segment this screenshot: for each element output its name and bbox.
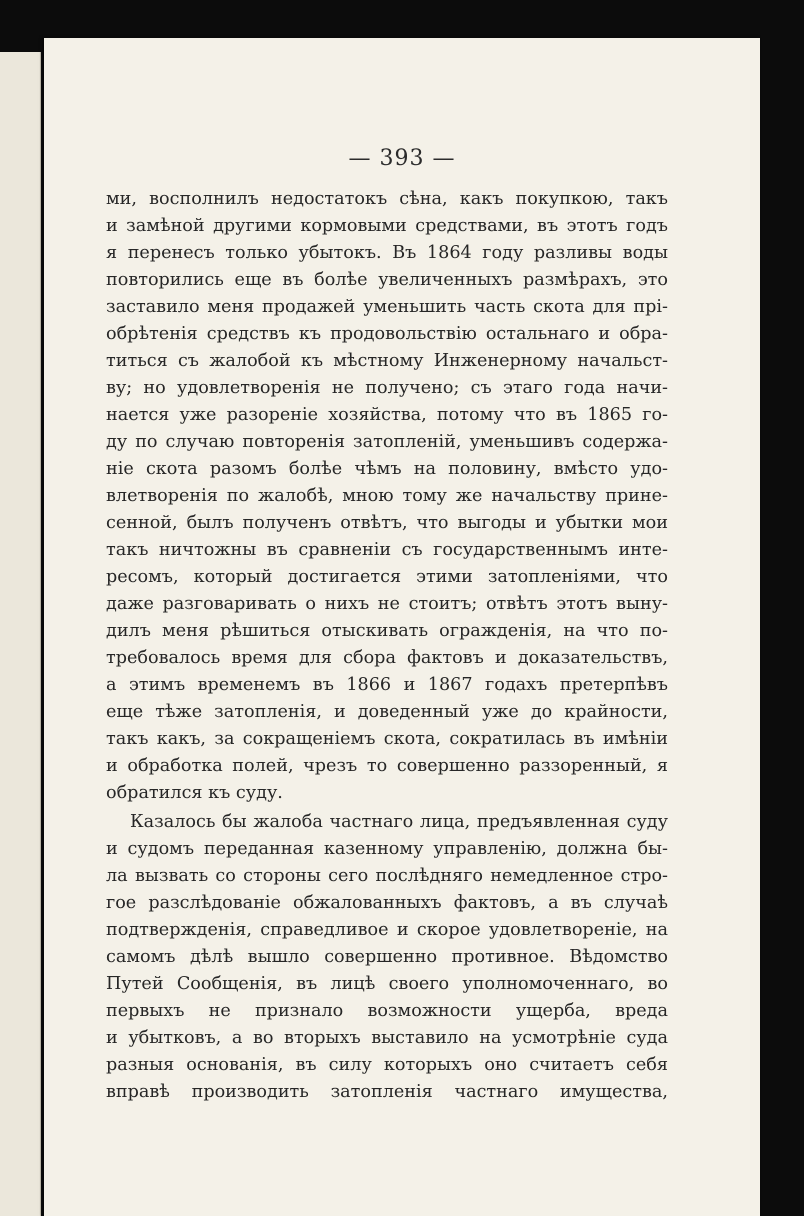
text-line: такъ какъ, за сокращеніемъ скота, сократилась въ имѣніи [106, 729, 668, 749]
body-text [106, 186, 668, 1106]
text-line: нается уже разореніе хозяйства, потому что въ 1865 го- [106, 405, 668, 425]
text-line: Путей Сообщенія, въ лицѣ своего уполномоченнаго, во [106, 974, 668, 994]
text-line: еще тѣже затопленія, и доведенный уже до крайности, [106, 702, 668, 722]
text-line: заставило меня продажей уменьшить часть скота для прі- [106, 297, 668, 317]
text-line: самомъ дѣлѣ вышло совершенно противное. Вѣдомство [106, 947, 668, 967]
text-line: влетворенія по жалобѣ, мною тому же начальству прине- [106, 486, 668, 506]
text-line: вправѣ производить затопленія частнаго имущества, [106, 1082, 668, 1102]
text-line: даже разговаривать о нихъ не стоитъ; отвѣтъ этотъ выну- [106, 594, 668, 614]
text-line: гое разслѣдованіе обжалованныхъ фактовъ, а въ случаѣ [106, 893, 668, 913]
text-line: ду по случаю повторенія затопленій, уменьшивъ содержа- [106, 432, 668, 452]
text-line: ву; но удовлетворенія не получено; съ этаго года начи- [106, 378, 668, 398]
text-line: обрѣтенія средствъ къ продовольствію остальнаго и обра- [106, 324, 668, 344]
text-line: сенной, былъ полученъ отвѣтъ, что выгоды и убытки мои [106, 513, 668, 533]
text-line: дилъ меня рѣшиться отыскивать огражденія, на что по- [106, 621, 668, 641]
text-line: обратился къ суду. [106, 783, 283, 803]
facing-page-edge [0, 52, 41, 1216]
text-line: ми, восполнилъ недостатокъ сѣна, какъ покупкою, такъ [106, 189, 668, 209]
page-number: — 393 — [348, 146, 456, 171]
paragraph-2 [106, 809, 668, 1106]
text-line: разныя основанія, въ силу которыхъ оно считаетъ себя [106, 1055, 668, 1075]
text-line: я перенесъ только убытокъ. Въ 1864 году разливы воды [106, 243, 668, 263]
text-line: ніе скота разомъ болѣе чѣмъ на половину, вмѣсто удо- [106, 459, 668, 479]
paragraph-1 [106, 186, 668, 807]
text-line: подтвержденія, справедливое и скорое удовлетвореніе, на [106, 920, 668, 940]
text-line: такъ ничтожны въ сравненіи съ государственнымъ инте- [106, 540, 668, 560]
text-line: и убытковъ, а во вторыхъ выставило на усмотрѣніе суда [106, 1028, 668, 1048]
text-line: титься съ жалобой къ мѣстному Инженерному начальст- [106, 351, 668, 371]
text-line: и замѣной другими кормовыми средствами, въ этотъ годъ [106, 216, 668, 236]
text-line: и судомъ переданная казенному управленію, должна бы- [106, 839, 668, 859]
text-line: первыхъ не признало возможности ущерба, вреда [106, 1001, 668, 1021]
text-line: и обработка полей, чрезъ то совершенно раззоренный, я [106, 756, 668, 776]
text-line: Казалось бы жалоба частнаго лица, предъявленная суду [130, 812, 668, 832]
text-line: ресомъ, который достигается этими затопленіями, что [106, 567, 668, 587]
text-line: а этимъ временемъ въ 1866 и 1867 годахъ претерпѣвъ [106, 675, 668, 695]
text-line: ла вызвать со стороны сего послѣдняго немедленное стро- [106, 866, 668, 886]
book-page [44, 38, 760, 1216]
text-line: повторились еще въ болѣе увеличенныхъ размѣрахъ, это [106, 270, 668, 290]
text-line: требовалось время для сбора фактовъ и доказательствъ, [106, 648, 668, 668]
